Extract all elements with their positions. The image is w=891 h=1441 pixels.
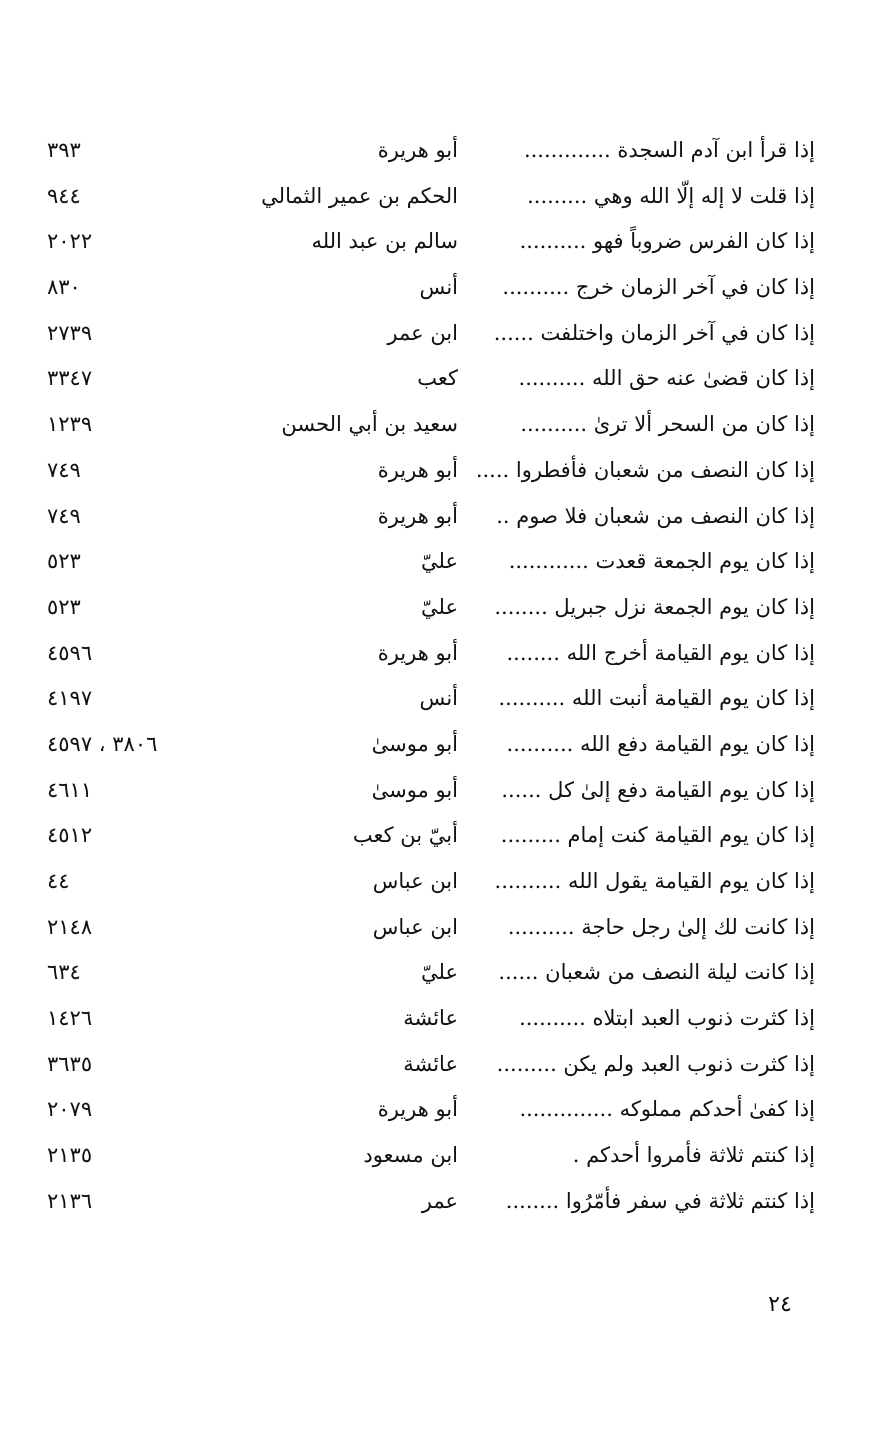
hadith-number: ٢١٤٨	[47, 914, 93, 939]
hadith-number: ٧٤٩	[47, 457, 81, 482]
narrator-name: سعيد بن أبي الحسن	[281, 412, 458, 437]
narrator-name: ابن مسعود	[363, 1143, 458, 1168]
narrator-name: ابن عمر	[387, 320, 458, 345]
narrator-name: ابن عباس	[372, 869, 458, 893]
hadith-incipit: إذا كنتم ثلاثة فأمروا أحدكم .	[572, 1143, 815, 1168]
index-row	[0, 402, 891, 448]
hadith-number: ٢٠٧٩	[47, 1097, 93, 1122]
narrator-name: سالم بن عبد الله	[311, 229, 458, 254]
hadith-incipit: إذا كان قضىٰ عنه حق الله ..........	[518, 366, 815, 391]
index-row	[0, 813, 891, 859]
narrator-name: أبو موسىٰ	[371, 731, 458, 756]
hadith-number: ٤٦١١	[47, 777, 93, 802]
hadith-incipit: إذا كان يوم القيامة دفع إلىٰ كل ......	[501, 777, 815, 802]
hadith-incipit: إذا كان يوم القيامة دفع الله ..........	[506, 731, 815, 756]
hadith-incipit: إذا كان يوم القيامة أخرج الله ........	[506, 640, 815, 665]
index-row	[0, 768, 891, 814]
index-row	[0, 905, 891, 951]
narrator-name: أبيّ بن كعب	[352, 823, 458, 848]
index-row	[0, 219, 891, 265]
hadith-number: ٦٣٤	[47, 960, 81, 985]
hadith-number: ٩٤٤	[47, 183, 81, 208]
narrator-name: عليّ	[421, 594, 458, 619]
index-row	[0, 539, 891, 585]
narrator-name: أبو هريرة	[377, 640, 458, 665]
hadith-incipit: إذا كان يوم القيامة أنبت الله ..........	[498, 686, 815, 711]
index-row	[0, 356, 891, 402]
hadith-number: ٢١٣٥	[47, 1143, 93, 1168]
hadith-incipit: إذا كان يوم القيامة كنت إمام .........	[500, 823, 815, 848]
hadith-incipit: إذا كان في آخر الزمان واختلفت ......	[493, 320, 815, 345]
hadith-incipit: إذا كان النصف من شعبان فلا صوم ..	[496, 503, 815, 528]
hadith-number: ٥٢٣	[47, 594, 81, 619]
hadith-number: ٧٤٩	[47, 503, 81, 528]
hadith-number: ٤١٩٧	[47, 686, 93, 711]
hadith-number: ٥٢٣	[47, 549, 81, 574]
index-row	[0, 996, 891, 1042]
hadith-incipit: إذا قلت لا إله إلّا الله وهي .........	[527, 183, 815, 208]
hadith-number: ٤٤	[47, 869, 70, 893]
narrator-name: أنس	[419, 686, 458, 711]
hadith-incipit: إذا كنتم ثلاثة في سفر فأمّرُوا ........	[505, 1188, 815, 1213]
index-row	[0, 950, 891, 996]
hadith-number: ٤٥٩٦	[47, 640, 93, 665]
index-row	[0, 1087, 891, 1133]
narrator-name: عمر	[421, 1188, 458, 1213]
narrator-name: عائشة	[403, 1051, 458, 1076]
hadith-incipit: إذا كان الفرس ضروباً فهو ..........	[519, 229, 815, 254]
hadith-number: ١٤٢٦	[47, 1006, 93, 1031]
narrator-name: أبو هريرة	[377, 1097, 458, 1122]
narrator-name: الحكم بن عمير الثمالي	[261, 183, 458, 208]
index-row	[0, 722, 891, 768]
narrator-name: عليّ	[421, 960, 458, 985]
hadith-number: ٢٧٣٩	[47, 320, 93, 345]
index-row	[0, 494, 891, 540]
hadith-number: ٣٨٠٦ ، ٤٥٩٧	[47, 731, 158, 756]
index-row	[0, 448, 891, 494]
hadith-incipit: إذا كان يوم الجمعة قعدت ............	[508, 549, 815, 574]
index-row	[0, 174, 891, 220]
index-row	[0, 265, 891, 311]
hadith-incipit: إذا كان النصف من شعبان فأفطروا .....	[475, 457, 815, 482]
index-row	[0, 585, 891, 631]
hadith-incipit: إذا كثرت ذنوب العبد ولم يكن .........	[496, 1051, 815, 1076]
hadith-incipit: إذا كثرت ذنوب العبد ابتلاه ..........	[519, 1006, 815, 1031]
narrator-name: عائشة	[403, 1006, 458, 1031]
hadith-incipit: إذا قرأ ابن آدم السجدة .............	[523, 138, 815, 162]
index-row	[0, 1179, 891, 1225]
narrator-name: أنس	[419, 275, 458, 300]
hadith-number: ٣٦٣٥	[47, 1051, 93, 1076]
hadith-incipit: إذا كان في آخر الزمان خرج ..........	[502, 275, 815, 300]
hadith-incipit: إذا كفىٰ أحدكم مملوكه ..............	[519, 1097, 815, 1122]
hadith-incipit: إذا كان من السحر ألا ترىٰ ..........	[520, 412, 815, 437]
narrator-name: أبو هريرة	[377, 503, 458, 528]
hadith-incipit: إذا كان يوم الجمعة نزل جبريل ........	[494, 594, 815, 619]
index-row	[0, 128, 891, 174]
narrator-name: ابن عباس	[372, 914, 458, 939]
index-row	[0, 859, 891, 905]
index-row	[0, 676, 891, 722]
hadith-index-list	[0, 128, 891, 1225]
hadith-number: ٣٣٤٧	[47, 366, 93, 391]
narrator-name: أبو هريرة	[377, 457, 458, 482]
index-row	[0, 1133, 891, 1179]
index-row	[0, 1042, 891, 1088]
narrator-name: أبو موسىٰ	[371, 777, 458, 802]
index-row	[0, 311, 891, 357]
narrator-name: عليّ	[421, 549, 458, 574]
hadith-number: ٢١٣٦	[47, 1188, 93, 1213]
page-number: ٢٤	[768, 1292, 792, 1317]
hadith-number: ٢٠٢٢	[47, 229, 93, 254]
hadith-number: ٨٣٠	[47, 275, 81, 300]
narrator-name: أبو هريرة	[377, 138, 458, 162]
hadith-number: ٤٥١٢	[47, 823, 93, 848]
narrator-name: كعب	[417, 366, 458, 391]
hadith-number: ١٢٣٩	[47, 412, 93, 437]
hadith-incipit: إذا كانت ليلة النصف من شعبان ......	[498, 960, 815, 985]
hadith-incipit: إذا كانت لك إلىٰ رجل حاجة ..........	[507, 914, 815, 939]
index-row	[0, 631, 891, 677]
hadith-incipit: إذا كان يوم القيامة يقول الله ..........	[494, 869, 815, 893]
hadith-number: ٣٩٣	[47, 138, 81, 162]
